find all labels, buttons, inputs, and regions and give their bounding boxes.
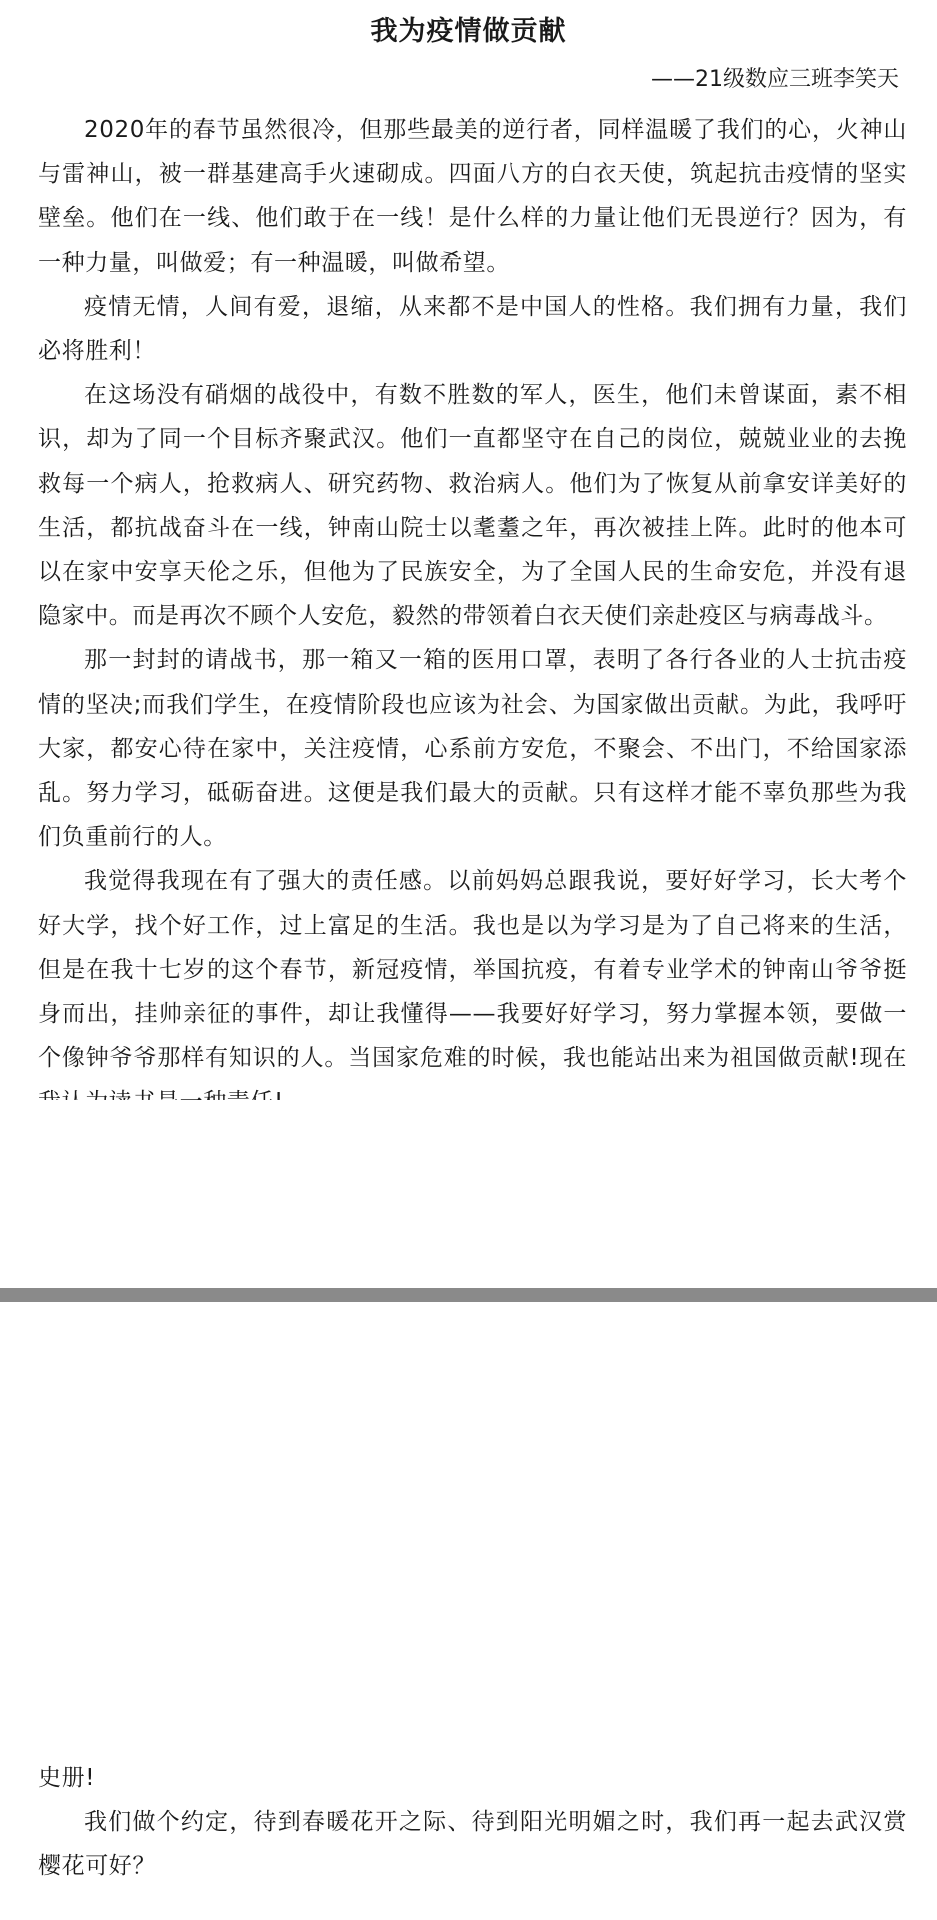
page-blank-area — [0, 1100, 937, 1288]
essay-body — [38, 108, 907, 1257]
essay-body-continued — [38, 1756, 907, 1889]
paragraph-4: 那一封封的请战书，那一箱又一箱的医用口罩，表明了各行各业的人士抗击疫情的坚决;而我们学生，在疫情阶段也应该为社会、为国家做出贡献。为此，我呼吁大家，都安心待在家中，关注疫情，心系前方安危，不聚会、不出门，不给国家添乱。努力学习，砥砺奋进。这便是我们最大的贡献。只有这样才能不辜负那些为我们负重前行的人。 — [38, 647, 907, 851]
page-separator — [0, 1288, 937, 1302]
paragraph-5: 我觉得我现在有了强大的责任感。以前妈妈总跟我说，要好好学习，长大考个好大学，找个好工作，过上富足的生活。我也是以为学习是为了自己将来的生活，但是在我十七岁的这个春节，新冠疫情，举国抗疫，有着专业学术的钟南山爷爷挺身而出，挂帅亲征的事件，却让我懂得——我要好好学习，努力掌握本领，要做一个像钟爷爷那样有知识的人。当国家危难的时候，我也能站出来为祖国做贡献!现在 — [38, 868, 907, 1072]
paragraph-2: 疫情无情，人间有爱，退缩，从来都不是中国人的性格。我们拥有力量，我们必将胜利！ — [38, 293, 907, 365]
essay-title: 我为疫情做贡献 — [370, 16, 567, 47]
paragraph-1: 2020年的春节虽然很冷，但那些最美的逆行者，同样温暖了我们的心，火神山与雷神山，被一群基建高手火速砌成。四面八方的白衣天使，筑起抗击疫情的坚实壁垒。他们在一线、他们敢于在一线！是什么样的力量让他们无畏逆行？因为，有一种力量，叫做爱；有一种温暖，叫做希望。 — [38, 117, 907, 276]
closing-paragraph: 我们做个约定，待到春暖花开之际、待到阳光明媚之时，我们再一起去武汉赏樱花可好？ — [38, 1809, 907, 1880]
paragraph-3: 在这场没有硝烟的战役中，有数不胜数的军人，医生，他们未曾谋面，素不相识，却为了同一个目标齐聚武汉。他们一直都坚守在自己的岗位，兢兢业业的去挽救每一个病人，抢救病人、研究药物、救治病人。他们为了恢复从前拿安详美好的生活，都抗战奋斗在一线，钟南山院士以耄耋之年，再次被挂上阵。此时的他本可以在家中安享天伦之乐，但他为了民族安全，为了全国人民的生命安危，并没有退隐家中。而是再次不顾个人安危，毅然的带领着白衣天使们亲赴疫区与病毒战斗。 — [38, 382, 907, 630]
essay-page-bottom — [0, 1302, 937, 1920]
essay-author: ——21级数应三班李笑天 — [651, 67, 899, 92]
paragraph-6-continuation: 史册! — [38, 1765, 96, 1791]
